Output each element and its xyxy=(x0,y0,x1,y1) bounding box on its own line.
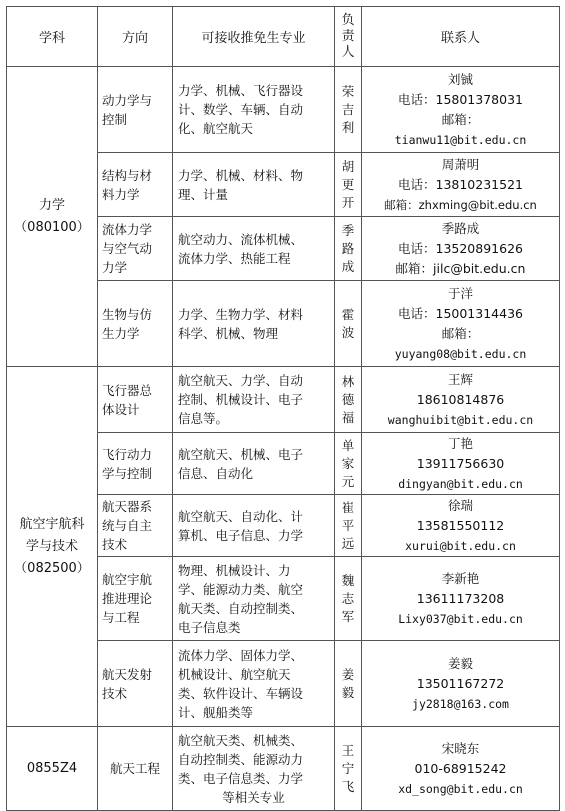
direction-cell: 流体力学 与空气动 力学 xyxy=(98,217,173,281)
majors-cell: 航空航天、自动化、计 算机、电子信息、力学 xyxy=(173,495,335,557)
person-cell: 林 德 福 xyxy=(335,367,362,433)
contact-cell: 刘铖 电话：15801378031 邮箱： tianwu11@bit.edu.cn xyxy=(362,67,560,153)
contact-cell: 宋晓东 010-68915242 xd_song@bit.edu.cn xyxy=(362,727,560,811)
contact-cell: 丁艳 13911756630 dingyan@bit.edu.cn xyxy=(362,433,560,495)
header-contact: 联系人 xyxy=(362,7,560,67)
direction-cell: 航天工程 xyxy=(98,727,173,811)
table-row xyxy=(7,67,560,153)
majors-cell: 航空动力、流体机械、 流体力学、热能工程 xyxy=(173,217,335,281)
contact-cell: 姜毅 13501167272 jy2818@163.com xyxy=(362,641,560,727)
direction-cell: 结构与材 料力学 xyxy=(98,153,173,217)
header-direction: 方向 xyxy=(98,7,173,67)
subject-cell-mechanics: 力学 （080100） xyxy=(7,67,98,367)
header-subject: 学科 xyxy=(7,7,98,67)
header-row xyxy=(7,7,560,67)
majors-cell: 航空航天类、机械类、 自动控制类、能源动力 类、电子信息类、力学 等相关专业 xyxy=(173,727,335,811)
person-cell: 王 宁 飞 xyxy=(335,727,362,811)
majors-cell: 力学、机械、材料、物 理、计量 xyxy=(173,153,335,217)
person-cell: 魏 志 军 xyxy=(335,557,362,641)
recommendation-table xyxy=(6,6,560,811)
header-majors: 可接收推免生专业 xyxy=(173,7,335,67)
direction-cell: 航空宇航 推进理论 与工程 xyxy=(98,557,173,641)
subject-cell-aerospace: 航空宇航科 学与技术 （082500） xyxy=(7,367,98,727)
table-row xyxy=(7,367,560,433)
person-cell: 胡 更 开 xyxy=(335,153,362,217)
direction-cell: 生物与仿 生力学 xyxy=(98,281,173,367)
direction-cell: 飞行动力 学与控制 xyxy=(98,433,173,495)
majors-cell: 力学、生物力学、材料 科学、机械、物理 xyxy=(173,281,335,367)
majors-cell: 航空航天、机械、电子 信息、自动化 xyxy=(173,433,335,495)
direction-cell: 动力学与 控制 xyxy=(98,67,173,153)
subject-cell-0855z4: 0855Z4 xyxy=(7,727,98,811)
person-cell: 霍 波 xyxy=(335,281,362,367)
contact-cell: 周萧明 电话：13810231521 邮箱：zhxming@bit.edu.cn xyxy=(362,153,560,217)
contact-cell: 王辉 18610814876 wanghuibit@bit.edu.cn xyxy=(362,367,560,433)
direction-cell: 航天器系 统与自主 技术 xyxy=(98,495,173,557)
person-cell: 崔 平 远 xyxy=(335,495,362,557)
contact-cell: 徐瑞 13581550112 xurui@bit.edu.cn xyxy=(362,495,560,557)
contact-cell: 李新艳 13611173208 Lixy037@bit.edu.cn xyxy=(362,557,560,641)
majors-cell: 流体力学、固体力学、 机械设计、航空航天 类、软件设计、车辆设 计、舰船类等 xyxy=(173,641,335,727)
direction-cell: 飞行器总 体设计 xyxy=(98,367,173,433)
person-cell: 季 路 成 xyxy=(335,217,362,281)
person-cell: 单 家 元 xyxy=(335,433,362,495)
person-cell: 姜 毅 xyxy=(335,641,362,727)
person-cell: 荣 吉 利 xyxy=(335,67,362,153)
majors-cell: 力学、机械、飞行器设 计、数学、车辆、自动 化、航空航天 xyxy=(173,67,335,153)
header-person: 负 责 人 xyxy=(335,7,362,67)
contact-cell: 于洋 电话：15001314436 邮箱： yuyang08@bit.edu.cn xyxy=(362,281,560,367)
contact-cell: 季路成 电话：13520891626 邮箱：jilc@bit.edu.cn xyxy=(362,217,560,281)
direction-cell: 航天发射 技术 xyxy=(98,641,173,727)
majors-cell: 航空航天、力学、自动 控制、机械设计、电子 信息等。 xyxy=(173,367,335,433)
table-row xyxy=(7,727,560,811)
majors-cell: 物理、机械设计、力 学、能源动力类、航空 航天类、自动控制类、 电子信息类 xyxy=(173,557,335,641)
